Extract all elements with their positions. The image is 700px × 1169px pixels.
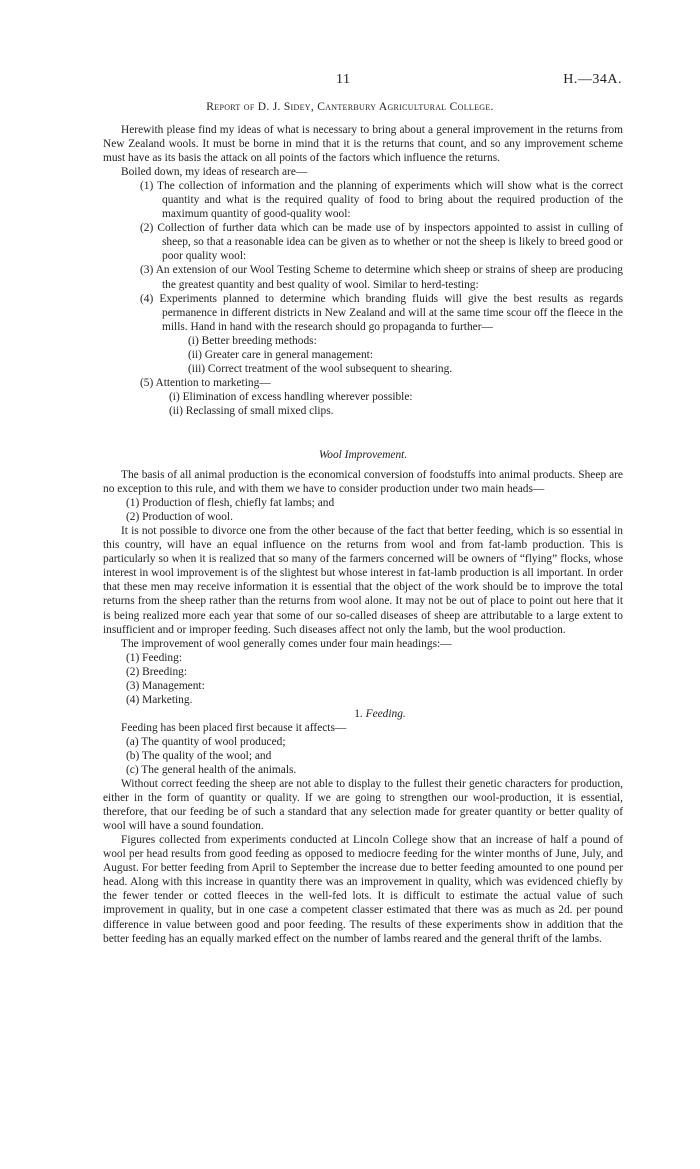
main-heading-item: (1) Feeding: bbox=[126, 651, 182, 664]
research-item: (3) An extension of our Wool Testing Scheme to determine which sheep or strains of sheep are producing the greatest quantity and best quality of wool. Similar to herd-testing: bbox=[140, 264, 623, 291]
intro-paragraph: Herewith please find my ideas of what is necessary to bring about a general improvement in the returns from New Zealand wools. It must be borne in mind that it is the returns that count, and so any improvement scheme must have as its basis the attack on all points of the factors which influence the returns. bbox=[103, 124, 623, 165]
section-heading: Wool Improvement. bbox=[318, 448, 408, 461]
report-body bbox=[103, 123, 623, 946]
feeding-item: (c) The general health of the animals. bbox=[126, 764, 297, 777]
feeding-heading-text: Feeding. bbox=[365, 707, 406, 720]
marketing-item: (5) Attention to marketing— bbox=[140, 376, 271, 389]
paper-reference: H.—34A. bbox=[563, 72, 622, 87]
page-number: 11 bbox=[336, 72, 351, 87]
report-title: Report of D. J. Sidey, Canterbury Agricultural College. bbox=[206, 101, 494, 113]
propaganda-item: (ii) Greater care in general management: bbox=[188, 348, 373, 361]
head-item: (2) Production of wool. bbox=[126, 511, 233, 524]
propaganda-item: (i) Better breeding methods: bbox=[188, 334, 317, 347]
marketing-subitem: (ii) Reclassing of small mixed clips. bbox=[169, 404, 334, 417]
main-heading-item: (2) Breeding: bbox=[126, 665, 188, 678]
main-heading-item: (4) Marketing. bbox=[126, 693, 193, 706]
main-heading-item: (3) Management: bbox=[126, 679, 205, 692]
research-lead: Boiled down, my ideas of research are— bbox=[121, 166, 308, 179]
research-item: (2) Collection of further data which can be made use of by inspectors appointed to assist in culling of sheep, so that a reasonable idea can be given as to whether or not the sheep is likely to breed good or poor quality wool: bbox=[140, 222, 623, 263]
feeding-intro: Feeding has been placed first because it affects— bbox=[121, 721, 347, 734]
feeding-item: (a) The quantity of wool produced; bbox=[126, 735, 286, 748]
feeding-item: (b) The quality of the wool; and bbox=[126, 749, 272, 762]
divorce-paragraph: It is not possible to divorce one from the other because of the fact that better feeding, which is so essential in this country, will have an equal influence on the returns from wool and from fat-lamb production. This is particularly so when it is realized that so many of the farmers concerned will be owners of “flying” flocks, whose interest in wool improvement is of the slightest but whose interest in fat-lamb production is all important. In order that these men may receive information it is essential that the object of the work should be to improve the total returns from the sheep rather than the returns from wool alone. It may not be out of place to point out here that it is being realized more each year that some of our so-called diseases of sheep are attributable to a large extent to insufficient and or improper feeding. Such diseases affect not only the lamb, but the wool production. bbox=[103, 525, 623, 636]
marketing-subitem: (i) Elimination of excess handling wherever possible: bbox=[169, 390, 413, 403]
section-intro: The basis of all animal production is the economical conversion of foodstuffs into animal products. Sheep are no exception to this rule, and with them we have to consider production under two main heads— bbox=[103, 469, 623, 496]
feeding-heading-number: 1. bbox=[354, 707, 363, 720]
headings-intro: The improvement of wool generally comes under four main headings:— bbox=[121, 637, 452, 650]
head-item: (1) Production of flesh, chiefly fat lambs; and bbox=[126, 497, 335, 510]
feeding-heading bbox=[103, 707, 623, 721]
research-item: (4) Experiments planned to determine which branding fluids will give the best results as regards permanence in different districts in New Zealand and will at the same time scour off the fleece in the mills. Hand in hand with the research should go propaganda to further— bbox=[140, 292, 623, 333]
figures-paragraph: Figures collected from experiments conducted at Lincoln College show that an increase of half a pound of wool per head results from good feeding as opposed to mediocre feeding for the winter months of June, July, and August. For better feeding from April to September the increase due to better feeding amounted to one pound per head. Along with this increase in quantity there was an improvement in quality, which was evidenced chiefly by the fewer tender or cotted fleeces in the well-fed lots. It is difficult to estimate the actual value of such improvement in quality, but in one case a competent classer estimated that there was as much as 2d. per pound difference in value between good and poor feeding. The results of these experiments show in addition that the better feeding has an equally marked effect on the number of lambs reared and the general thrift of the lambs. bbox=[103, 834, 623, 945]
propaganda-item: (iii) Correct treatment of the wool subsequent to shearing. bbox=[188, 362, 453, 375]
research-item: (1) The collection of information and the planning of experiments which will show what is the correct quantity and what is the required quality of food to bring about the required production of the maximum quantity of good-quality wool: bbox=[140, 180, 623, 221]
without-paragraph: Without correct feeding the sheep are not able to display to the fullest their genetic characters for production, either in the form of quantity or quality. If we are going to strengthen our wool-production, it is essential, therefore, that our feeding be of such a standard that any selection made for greater quantity or better quality of wool will have a sound foundation. bbox=[103, 778, 623, 833]
